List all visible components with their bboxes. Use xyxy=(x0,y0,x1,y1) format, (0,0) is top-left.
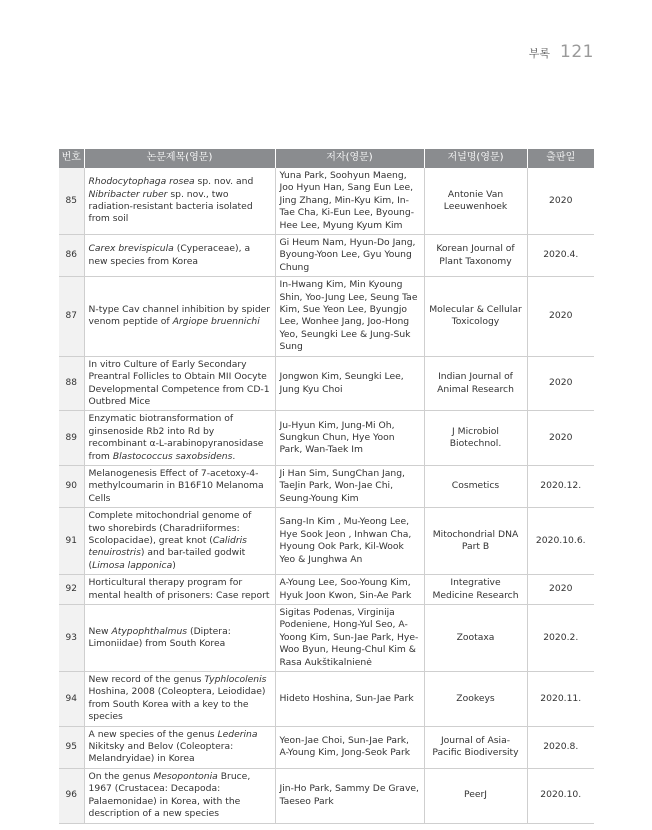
journal-name: Antonie Van Leeuwenhoek xyxy=(424,168,527,235)
publication-date: 2020.4. xyxy=(527,235,594,277)
journal-name: Zookeys xyxy=(424,672,527,727)
row-number: 96 xyxy=(59,768,84,823)
table-row xyxy=(59,768,594,823)
page-header xyxy=(529,42,594,62)
publication-date: 2020.11. xyxy=(527,672,594,727)
scientific-name: Limosa lapponica xyxy=(92,559,173,571)
table-row xyxy=(59,672,594,727)
publication-date: 2020 xyxy=(527,575,594,605)
paper-authors: Ju-Hyun Kim, Jung-Mi Oh, Sungkun Chun, Hye Yoon Park, Wan-Taek Im xyxy=(275,411,424,466)
journal-name: Integrative Medicine Research xyxy=(424,575,527,605)
col-header-no: 번호 xyxy=(59,149,84,168)
journal-name: J Microbiol Biotechnol. xyxy=(424,411,527,466)
title-text: Nikitsky and Belov (Coleoptera: Melandryidae) in Korea xyxy=(88,741,234,765)
paper-title xyxy=(84,235,275,277)
journal-name: Indian Journal of Animal Research xyxy=(424,356,527,411)
table-row xyxy=(59,235,594,277)
table-row xyxy=(59,277,594,356)
title-text: sp. nov., two radiation-resistant bacteria isolated from soil xyxy=(88,188,253,225)
scientific-name: Carex brevispicula xyxy=(88,243,174,255)
paper-authors: Sigitas Podenas, Virginija Podeniene, Hong-Yul Seo, A-Yoong Kim, Sun-Jae Park, Hye-Woo Byun, Heung-Chul Kim & Rasa Aukštikalnienė xyxy=(275,605,424,672)
table-header xyxy=(59,149,594,168)
paper-title xyxy=(84,277,275,356)
publication-date: 2020.10.6. xyxy=(527,508,594,575)
paper-title xyxy=(84,768,275,823)
title-text: New xyxy=(88,625,112,637)
paper-authors: Sang-In Kim , Mu-Yeong Lee, Hye Sook Jeon , Inhwan Cha, Hyoung Ook Park, Kil-Wook Yeo & Junghwa An xyxy=(275,508,424,575)
paper-title xyxy=(84,465,275,507)
title-text: N-type Cav channel inhibition by spider venom peptide of xyxy=(88,304,271,328)
publication-date: 2020.12. xyxy=(527,465,594,507)
journal-name: Molecular & Cellular Toxicology xyxy=(424,277,527,356)
paper-title xyxy=(84,356,275,411)
scientific-name: Nibribacter ruber xyxy=(88,188,168,200)
title-text: . xyxy=(232,450,236,462)
row-number: 90 xyxy=(59,465,84,507)
table-row xyxy=(59,411,594,466)
paper-authors: Yuna Park, Soohyun Maeng, Joo Hyun Han, Sang Eun Lee, Jing Zhang, Min-Kyu Kim, In-Tae Cha, Ki-Eun Lee, Byoung-Hee Lee, Myung Kyum Kim xyxy=(275,168,424,235)
paper-authors: Jongwon Kim, Seungki Lee, Jung Kyu Choi xyxy=(275,356,424,411)
title-text: On the genus xyxy=(88,770,154,782)
publication-date: 2020 xyxy=(527,277,594,356)
scientific-name: Mesopontonia xyxy=(153,770,218,782)
title-text: Bruce, 1967 (Crustacea: Decapoda: Palaemonidae) in Korea, with the description of a new species xyxy=(88,770,251,820)
row-number: 87 xyxy=(59,277,84,356)
scientific-name: Lederina xyxy=(217,728,258,740)
table-row xyxy=(59,605,594,672)
paper-title xyxy=(84,508,275,575)
table-row xyxy=(59,575,594,605)
paper-authors: Yeon-Jae Choi, Sun-Jae Park, A-Young Kim, Jong-Seok Park xyxy=(275,726,424,768)
table-row xyxy=(59,726,594,768)
publications-table xyxy=(59,149,594,824)
publication-date: 2020.8. xyxy=(527,726,594,768)
table-body xyxy=(59,168,594,823)
row-number: 95 xyxy=(59,726,84,768)
col-header-authors: 저자(영문) xyxy=(275,149,424,168)
title-text: A new species of the genus xyxy=(88,728,218,740)
table-row xyxy=(59,356,594,411)
paper-title xyxy=(84,575,275,605)
title-text: ) and bar-tailed godwit ( xyxy=(88,547,246,571)
section-label: 부록 xyxy=(528,47,551,60)
title-text: In vitro Culture of Early Secondary Preantral Follicles to Obtain MII Oocyte Developmental Competence from CD-1 Outbred Mice xyxy=(88,358,270,407)
table-row xyxy=(59,465,594,507)
row-number: 91 xyxy=(59,508,84,575)
publication-date: 2020.2. xyxy=(527,605,594,672)
row-number: 92 xyxy=(59,575,84,605)
journal-name: Zootaxa xyxy=(424,605,527,672)
publication-date: 2020.10. xyxy=(527,768,594,823)
title-text: (Diptera: Limoniidae) from South Korea xyxy=(88,625,231,650)
journal-name: Korean Journal of Plant Taxonomy xyxy=(424,235,527,277)
scientific-name: Argiope bruennichi xyxy=(172,316,260,328)
paper-title xyxy=(84,411,275,466)
row-number: 86 xyxy=(59,235,84,277)
title-text: ) xyxy=(172,559,176,571)
journal-name: Journal of Asia-Pacific Biodiversity xyxy=(424,726,527,768)
paper-title xyxy=(84,726,275,768)
scientific-name: Calidris tenuirostris xyxy=(88,534,247,559)
publication-date: 2020 xyxy=(527,356,594,411)
title-text: Enzymatic biotransformation of ginsenoside Rb2 into Rd by recombinant α-L-arabinopyranosidase from xyxy=(88,413,264,462)
paper-authors: Hideto Hoshina, Sun-Jae Park xyxy=(275,672,424,727)
publication-date: 2020 xyxy=(527,168,594,235)
row-number: 94 xyxy=(59,672,84,727)
paper-authors: In-Hwang Kim, Min Kyoung Shin, Yoo-Jung Lee, Seung Tae Kim, Sue Yeon Lee, Byungjo Lee, Wonhee Jang, Joo-Hong Yeo, Seungki Lee & Jung-Suk Sung xyxy=(275,277,424,356)
scientific-name: Rhodocytophaga rosea xyxy=(88,176,195,188)
paper-authors: Gi Heum Nam, Hyun-Do Jang, Byoung-Yoon Lee, Gyu Young Chung xyxy=(275,235,424,277)
journal-name: Mitochondrial DNA Part B xyxy=(424,508,527,575)
paper-authors: Ji Han Sim, SungChan Jang, TaeJin Park, Won-Jae Chi, Seung-Young Kim xyxy=(275,465,424,507)
paper-title xyxy=(84,672,275,727)
title-text: (Cyperaceae), a new species from Korea xyxy=(88,243,251,267)
table-row xyxy=(59,508,594,575)
row-number: 89 xyxy=(59,411,84,466)
title-text: Complete mitochondrial genome of two shorebirds (Charadriiformes: Scolopacidae), great knot ( xyxy=(88,510,252,546)
title-text: Horticultural therapy program for mental health of prisoners: Case report xyxy=(88,577,270,601)
col-header-title: 논문제목(영문) xyxy=(84,149,275,168)
col-header-date: 출판일 xyxy=(527,149,594,168)
paper-title xyxy=(84,605,275,672)
col-header-journal: 저널명(영문) xyxy=(424,149,527,168)
title-text: Hoshina, 2008 (Coleoptera, Leiodidae) from South Korea with a key to the species xyxy=(88,686,266,723)
journal-name: Cosmetics xyxy=(424,465,527,507)
paper-authors: A-Young Lee, Soo-Young Kim, Hyuk Joon Kwon, Sin-Ae Park xyxy=(275,575,424,605)
title-text: sp. nov. and xyxy=(194,176,254,188)
paper-authors: Jin-Ho Park, Sammy De Grave, Taeseo Park xyxy=(275,768,424,823)
paper-title xyxy=(84,168,275,235)
row-number: 93 xyxy=(59,605,84,672)
title-text: New record of the genus xyxy=(88,674,205,686)
scientific-name: Typhlocolenis xyxy=(204,674,267,686)
title-text: Melanogenesis Effect of 7-acetoxy-4-methylcoumarin in B16F10 Melanoma Cells xyxy=(88,467,264,504)
scientific-name: Atypophthalmus xyxy=(111,625,188,637)
scientific-name: Blastococcus saxobsidens xyxy=(112,450,233,462)
row-number: 88 xyxy=(59,356,84,411)
page-number: 121 xyxy=(560,42,594,62)
row-number: 85 xyxy=(59,168,84,235)
table-row xyxy=(59,168,594,235)
journal-name: PeerJ xyxy=(424,768,527,823)
publication-date: 2020 xyxy=(527,411,594,466)
